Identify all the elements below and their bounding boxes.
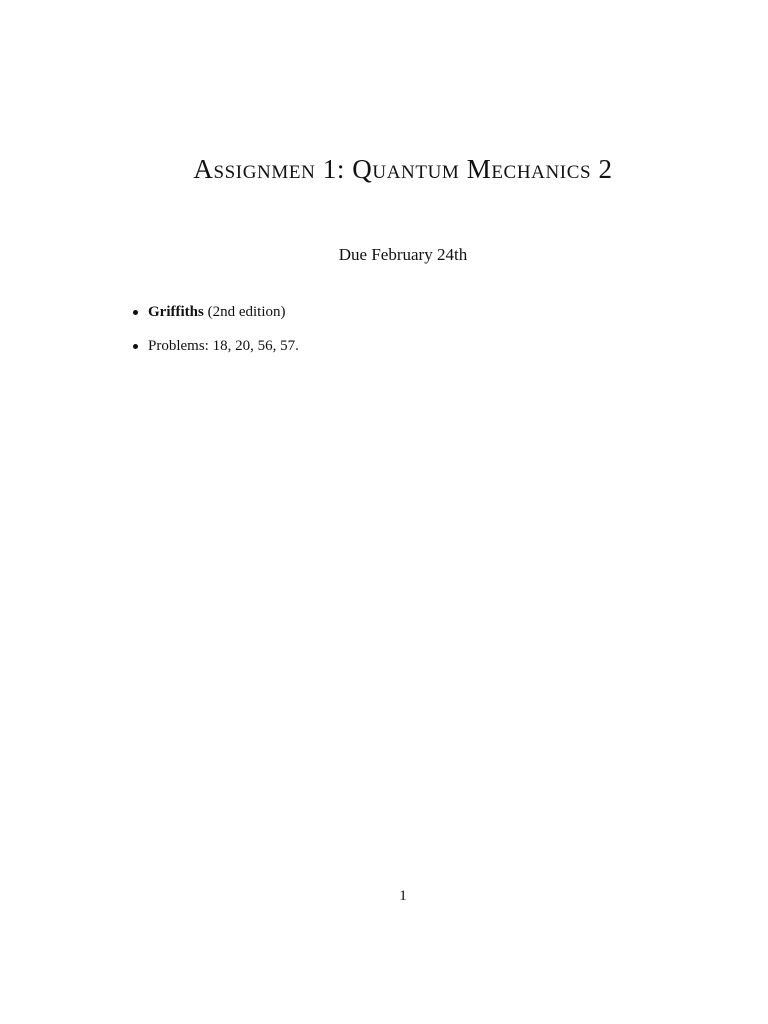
list-item-problems	[130, 336, 299, 356]
page-number: 1	[399, 888, 407, 904]
bullet-icon	[133, 310, 138, 315]
bullet-icon	[133, 344, 138, 349]
bullet-list	[130, 302, 299, 370]
list-item-textbook	[130, 302, 299, 322]
problems-text: Problems: 18, 20, 56, 57.	[148, 338, 299, 354]
textbook-edition: (2nd edition)	[203, 304, 286, 320]
due-date: Due February 24th	[338, 245, 468, 264]
page-title: Assignmen 1: Quantum Mechanics 2	[193, 154, 613, 184]
textbook-name: Griffiths	[148, 304, 204, 320]
